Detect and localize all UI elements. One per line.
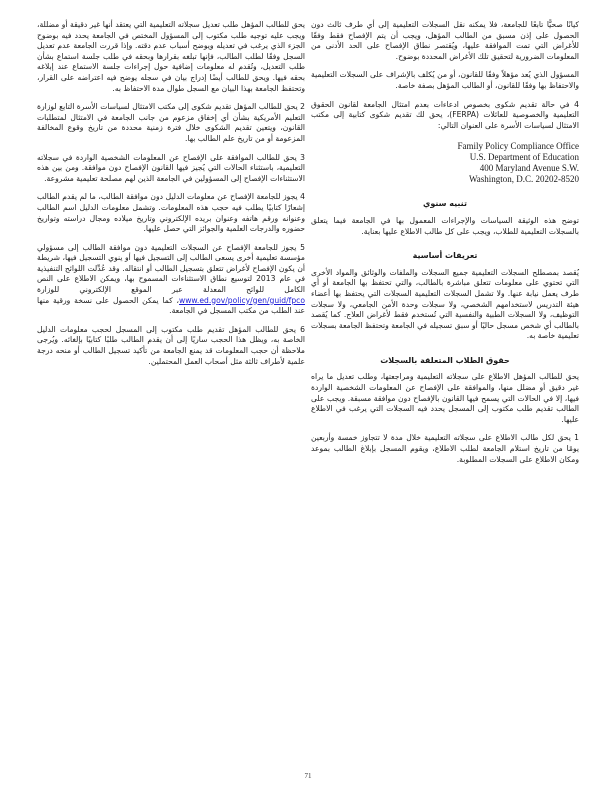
right-column bbox=[311, 20, 579, 473]
paragraph: كيانًا صحيًّا تابعًا للجامعة، فلا يمكنه نقل السجلات التعليمية إلى أي طرف ثالث دون الحصول على إذن مسبق من الطالب المؤهل، ويجب أن يتم الإفصاح فقط وفقًا للأغراض التي تمت الموافقة عليها، ويُقتصر نطاق الإفصاح على الحد الأدنى من المعلومات الضرورية لتحقيق تلك الأغراض المحددة بوضوح. bbox=[311, 20, 579, 61]
numbered-item-4: 4 في حالة تقديم شكوى بخصوص ادعاءات بعدم امتثال الجامعة لقانون الحقوق التعليمية والخصوصية للعائلات (FERPA)، يحق لك تقديم شكوى كتابية إلى مكتب الامتثال لسياسات الأسرة على العنوان التالي: bbox=[311, 99, 579, 130]
section-heading: تنبيه سنوي bbox=[423, 199, 467, 209]
left-column bbox=[37, 20, 305, 375]
page-number: 71 bbox=[304, 772, 312, 780]
paragraph: المسؤول الذي يُعد مؤهلاً وفقًا للقانون، أو من يُكلف بالإشراف على السجلات التعليمية والاحتفاظ بها وفقًا للقانون، أو الطالب المؤهل بصفة خاصة. bbox=[311, 70, 579, 90]
numbered-item-5 bbox=[37, 243, 305, 317]
numbered-item-6: 6 يحق للطالب المؤهل تقديم طلب مكتوب إلى المسجل لحجب معلومات الدليل الخاصة به، ويظل هذا الحجب ساريًا إلى أن يقدم الطالب طلبًا كتابيًا بإلغائه. ويُرجى ملاحظة أن حجب المعلومات قد يمنع الجامعة من تأكيد تسجيل الطالب أو منحه درجة علمية لأطراف ثالثة مثل أصحاب العمل المحتملين. bbox=[37, 324, 305, 366]
address-line: Washington, D.C. 20202-8520 bbox=[468, 174, 579, 185]
numbered-item-3: 3 يحق للطالب الموافقة على الإفصاح عن المعلومات الشخصية الواردة في سجلاته التعليمية، باستثناء الحالات التي يُجيز فيها القانون الإفصاح دون موافقة. ومن بين هذه الاستثناءات الإفصاح إلى المسؤولين في الجامعة الذين لهم مصلحة تعليمية مشروعة. bbox=[37, 152, 305, 183]
address-line: U.S. Department of Education bbox=[469, 152, 579, 163]
numbered-item-4: 4 يجوز للجامعة الإفصاح عن معلومات الدليل دون موافقة الطالب، ما لم يقدم الطالب إشعارًا كتابيًا يطلب فيه حجب هذه المعلومات. وتشمل معلومات الدليل اسم الطالب وعنوانه ورقم هاتفه وعنوان بريده الإلكتروني وتاريخ ميلاده ومجال دراسته وتواريخ حضوره والدرجات العلمية والجوائز التي حصل عليها. bbox=[37, 192, 305, 234]
item-text: ، كما يمكن الحصول على نسخة ورقية منها عند الطلب من مكتب المسجل في الجامعة. bbox=[37, 295, 305, 316]
paragraph: يحق للطالب المؤهل طلب تعديل سجلاته التعليمية التي يعتقد أنها غير دقيقة أو مضللة، ويجب عليه توجيه طلب مكتوب إلى المسؤول المختص في الجامعة يحدد فيه بوضوح الجزء الذي يرغب في تعديله ويوضح أسباب عدم دقته. وإذا قررت الجامعة عدم تعديل السجل وفقًا لطلب الطالب، فإنها تبلغه بقرارها وبحقه في طلب جلسة استماع بشأن طلب التعديل، وتُقدم له معلومات إضافية حول إجراءات جلسة الاستماع عند إبلاغه بحقه فيها. ويحق للطالب أيضًا إدراج بيان في سجله يوضح فيه اعتراضه على القرار، وتحتفظ الجامعة بهذا البيان مع السجل طوال مدة الاحتفاظ به. bbox=[37, 20, 305, 93]
paragraph: توضح هذه الوثيقة السياسات والإجراءات المعمول بها في الجامعة فيما يتعلق بالسجلات التعليمية للطلاب، ويجب على كل طالب الاطلاع عليها بعناية. bbox=[311, 215, 579, 236]
paragraph: يحق للطالب المؤهل الاطلاع على سجلاته التعليمية ومراجعتها، وطلب تعديل ما يراه غير دقيق أو مضلل منها، والموافقة على الإفصاح عن المعلومات الشخصية الواردة فيها، إلا في الحالات التي يسمح فيها القانون بالإفصاح دون موافقة مسبقة. ويجب على الطالب تقديم طلب مكتوب إلى المسجل يحدد فيه السجلات التي يرغب في الاطلاع عليها. bbox=[311, 372, 579, 424]
address-line: 400 Maryland Avenue S.W. bbox=[479, 163, 579, 174]
regulations-link[interactable]: www.ed.gov/policy/gen/guid/fpco bbox=[179, 295, 305, 305]
section-heading: حقوق الطلاب المتعلقة بالسجلات bbox=[380, 355, 510, 365]
paragraph: يُقصد بمصطلح السجلات التعليمية جميع السجلات والملفات والوثائق والمواد الأخرى التي تحتوي على معلومات تتعلق مباشرة بالطالب، والتي تحتفظ بها الجامعة أو أي طرف يعمل نيابة عنها. ولا تشمل السجلات التعليمية السجلات التي يحتفظ بها أعضاء هيئة التدريس لاستخدامهم الشخصي، ولا سجلات وحدة الأمن الجامعي، ولا سجلات التوظيف، ولا السجلات الطبية والنفسية التي تُستخدم فقط لأغراض العلاج. كما يُقصد بالطالب أي شخص مسجل حاليًا أو سبق تسجيله في الجامعة وتحتفظ الجامعة بسجلات تعليمية خاصة به. bbox=[311, 267, 579, 341]
numbered-item-1: 1 يحق لكل طالب الاطلاع على سجلاته التعليمية خلال مدة لا تتجاوز خمسة وأربعين يومًا من تاريخ استلام الجامعة لطلب الاطلاع، ويقوم المسجل بإبلاغ الطالب بموعد ومكان الاطلاع على السجلات المطلوبة. bbox=[311, 433, 579, 464]
item-text: 5 يجوز للجامعة الإفصاح عن السجلات التعليمية دون موافقة الطالب إلى مسؤولي مؤسسة تعليمية أخرى يسعى الطالب إلى التسجيل فيها أو ينوي التسجيل فيها، شريطة أن يكون الإفصاح لأغراض تتعلق بتسجيل الطالب أو انتقاله. وقد عُدِّلت اللوائح التنفيذية في عام 2013 لتوسيع نطاق الاستثناءات المسموح بها، ويمكن الاطلاع على النص الكامل للوائح المعدلة عبر الموقع الإلكتروني للوزارة bbox=[37, 242, 305, 295]
mailing-address bbox=[311, 141, 579, 185]
numbered-item-2: 2 يحق للطالب المؤهل تقديم شكوى إلى مكتب الامتثال لسياسات الأسرة التابع لوزارة التعليم الأمريكية بشأن أي إخفاق مزعوم من جانب الجامعة في الامتثال لمتطلبات القانون، ويتعين تقديم الشكوى خلال فترة زمنية محددة من تاريخ وقوع المخالفة المزعومة أو من تاريخ علم الطالب بها. bbox=[37, 102, 305, 143]
section-heading: تعريفات أساسية bbox=[412, 251, 478, 261]
address-line: Family Policy Compliance Office bbox=[457, 141, 579, 152]
